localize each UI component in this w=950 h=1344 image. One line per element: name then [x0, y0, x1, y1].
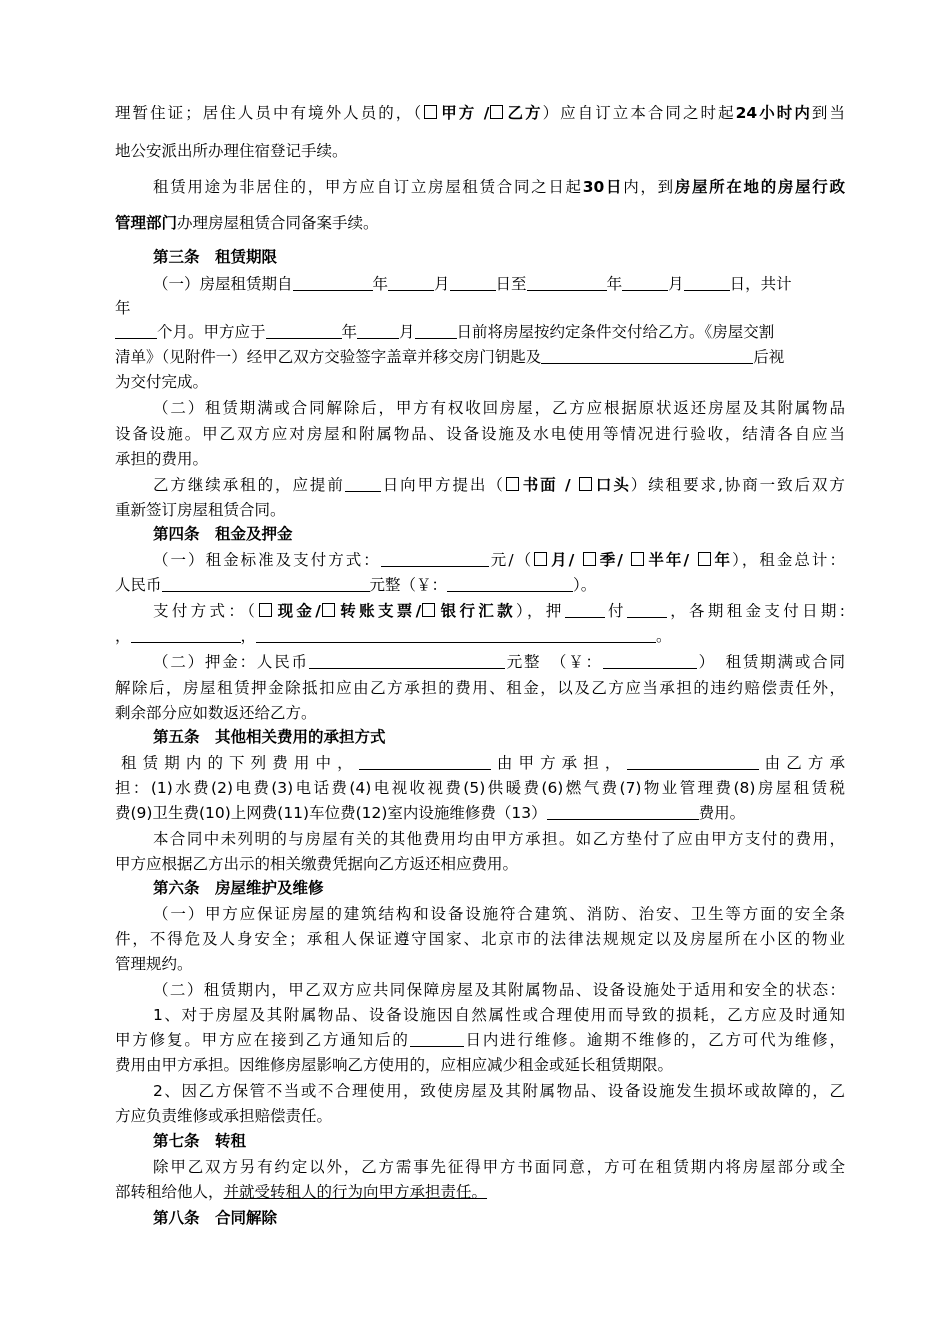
checkbox[interactable] — [506, 477, 519, 491]
art6-p4-line2 — [115, 1106, 845, 1126]
text: ， — [115, 627, 131, 645]
art6-p3-line1 — [153, 1005, 845, 1025]
art5-p2-line2 — [115, 854, 845, 874]
text: 年 — [341, 323, 358, 341]
text: 部转租给他人， — [115, 1183, 224, 1201]
text: 剩余部分应如数返还给乙方。 — [115, 704, 317, 722]
text: 1、对于房屋及其附属物品、设备设施因自然属性或合理使用而导致的损耗，乙方应及时通知 — [153, 1006, 845, 1024]
text: 承担的费用。 — [115, 450, 209, 468]
text: 年 — [606, 275, 623, 293]
text: 年 — [372, 275, 389, 293]
text: ），租金总计： — [732, 551, 845, 569]
blank-field[interactable] — [410, 1031, 464, 1047]
checkbox[interactable] — [424, 105, 437, 119]
blank-field[interactable] — [309, 653, 505, 669]
art3-p1-line5 — [115, 372, 845, 392]
text: 日向甲方提出（ — [380, 476, 505, 494]
art3-p1-line4 — [115, 347, 845, 367]
art5-p1-line1 — [121, 753, 845, 773]
blank-field[interactable] — [627, 754, 759, 770]
art3-p3-line2 — [115, 500, 845, 520]
text: 元/（ — [488, 551, 534, 569]
text: 日内进行维修。逾期不维修的，乙方可代为维修， — [463, 1031, 845, 1049]
art6-p4-line1 — [153, 1081, 845, 1101]
blank-field[interactable] — [627, 602, 667, 618]
text: 重新签订房屋租赁合同。 — [115, 501, 286, 519]
text: 个月。甲方应于 — [157, 323, 266, 341]
text: （二）租赁期满或合同解除后，甲方有权收回房屋，乙方应根据原状返还房屋及其附属物品 — [153, 399, 845, 417]
option-label: 年 — [712, 551, 733, 569]
art5-p1-line2 — [115, 778, 845, 798]
article-7-title: 第七条 转租 — [153, 1132, 247, 1150]
checkbox[interactable] — [698, 552, 711, 566]
checkbox[interactable] — [631, 552, 644, 566]
text: 日前将房屋按约定条件交付给乙方。《房屋交割 — [456, 323, 775, 341]
art3-p3-line1: 乙方继续承租的，应提前 日向甲方提出（ 书面 / 口头）续租要求,协商一致后双方 — [153, 476, 845, 494]
option-label: 口头 — [593, 476, 631, 494]
blank-field[interactable] — [622, 275, 668, 291]
text: ）。 — [573, 576, 597, 594]
text: 费用由甲方承担。因维修房屋影响乙方使用的，应相应减少租金或延长租赁期限。 — [115, 1056, 674, 1074]
text: ），押 — [515, 602, 565, 620]
option-label: 银行汇款 — [437, 602, 516, 620]
text: （二）押金：人民币 — [153, 653, 309, 671]
blank-field[interactable] — [388, 275, 434, 291]
art3-p1-line3 — [115, 322, 845, 342]
blank-field[interactable] — [162, 576, 370, 592]
text: 本合同中未列明的与房屋有关的其他费用均由甲方承担。如乙方垫付了应由甲方支付的费用， — [153, 830, 845, 848]
blank-field[interactable] — [527, 275, 607, 291]
text: 为交付完成。 — [115, 373, 209, 391]
text: ） 租赁期满或合同 — [696, 653, 845, 671]
separator: / — [483, 104, 490, 122]
text: 费用。 — [698, 804, 746, 822]
text: 理暂住证；居住人员中有境外人员的，（ — [115, 104, 424, 122]
art3-p2-line1 — [153, 398, 845, 418]
checkbox[interactable] — [322, 603, 335, 617]
blank-field[interactable] — [256, 627, 656, 643]
text: 方应负责维修或承担赔偿责任。 — [115, 1107, 333, 1125]
art6-p1-line1 — [153, 904, 845, 924]
text: 年 — [115, 299, 131, 317]
art3-p1-line1 — [153, 274, 845, 294]
article-5-title: 第五条 其他相关费用的承担方式 — [153, 728, 386, 746]
blank-field[interactable] — [447, 576, 573, 592]
text: 件，不得危及人身安全；承租人保证遵守国家、北京市的法律法规规定以及房屋所在小区的物业 — [115, 930, 845, 948]
art4-pay-line1 — [153, 601, 845, 621]
art3-p2-line3 — [115, 449, 845, 469]
blank-field[interactable] — [541, 348, 753, 364]
checkbox[interactable] — [259, 603, 272, 617]
art5-p2-line1 — [153, 829, 845, 849]
art5-p1-line3 — [115, 803, 845, 823]
text: 租赁用途为非居住的，甲方应自订立房屋租赁合同之日起 — [153, 178, 583, 196]
checkbox[interactable] — [422, 603, 435, 617]
text: 清单》（见附件一）经甲乙双方交验签字盖章并移交房门钥匙及 — [115, 348, 542, 366]
blank-field[interactable] — [266, 323, 342, 339]
text: 月 — [399, 323, 415, 341]
art6-p1-line3 — [115, 954, 845, 974]
option-label: 月/ — [549, 551, 575, 569]
blank-field[interactable] — [345, 476, 381, 492]
art3-p1-line2 — [115, 298, 845, 318]
option-label: 现金/ — [274, 602, 321, 620]
text: ）续租要求,协商一致后双方 — [630, 476, 845, 494]
text: 甲方应根据乙方出示的相关缴费凭据向乙方返还相应费用。 — [115, 855, 519, 873]
option-label: 季/ — [597, 551, 623, 569]
blank-field[interactable] — [381, 551, 489, 567]
art6-p1-line2 — [115, 929, 845, 949]
text: 。 — [656, 627, 672, 645]
blank-field[interactable] — [565, 602, 605, 618]
art4-p1-line1 — [153, 550, 845, 570]
article-6-title: 第六条 房屋维护及维修 — [153, 879, 324, 897]
underlined-text: 并就受转租人的行为向甲方承担责任。 — [223, 1183, 488, 1201]
text: ， — [240, 627, 257, 645]
intro-line-3 — [153, 177, 845, 197]
blank-field[interactable] — [684, 275, 730, 291]
blank-field[interactable] — [357, 323, 399, 339]
blank-field[interactable] — [359, 754, 491, 770]
text: （二）租赁期内，甲乙双方应共同保障房屋及其附属物品、设备设施处于适用和安全的状态： — [153, 981, 845, 999]
intro-line-4 — [115, 213, 845, 233]
text: ，各期租金支付日期: — [666, 602, 845, 620]
emphasis: 24小时内 — [735, 104, 812, 122]
text: 元整（￥： — [369, 576, 448, 594]
text: 甲方修复。甲方应在接到乙方通知后的 — [115, 1031, 410, 1049]
intro-line-2 — [115, 141, 845, 161]
intro-line-1 — [115, 103, 845, 123]
text: 管理规约。 — [115, 955, 193, 973]
text: 付 — [604, 602, 627, 620]
text: 月 — [668, 275, 684, 293]
art7-p1-line1 — [153, 1157, 845, 1177]
art6-p3-line3 — [115, 1055, 845, 1075]
text: （一）租金标准及支付方式： — [153, 551, 381, 569]
art6-p3-line2 — [115, 1030, 845, 1050]
blank-field[interactable] — [547, 804, 699, 820]
blank-field[interactable] — [293, 275, 373, 291]
text: 地公安派出所办理住宿登记手续。 — [115, 142, 348, 160]
option-label: 半年/ — [646, 551, 690, 569]
emphasis: 30日 — [582, 178, 624, 196]
text: 月 — [434, 275, 450, 293]
text: 租赁期内的下列费用中， — [121, 754, 359, 772]
article-3-title: 第三条 租赁期限 — [153, 248, 278, 266]
text: 除甲乙双方另有约定以外，乙方需事先征得甲方书面同意，方可在租赁期内将房屋部分或全 — [153, 1158, 845, 1176]
text: （一）甲方应保证房屋的建筑结构和设备设施符合建筑、消防、治安、卫生等方面的安全条 — [153, 905, 845, 923]
checkbox[interactable] — [534, 552, 547, 566]
art4-p2-line1 — [153, 652, 845, 672]
checkbox[interactable] — [583, 552, 596, 566]
text: 人民币 — [115, 576, 162, 594]
option-label: 书面 — [520, 476, 558, 494]
text: 费(9)卫生费(10)上网费(11)车位费(12)室内设施维修费（13） — [115, 804, 547, 822]
art4-pay-line2 — [115, 626, 845, 646]
emphasis: 房屋所在地的房屋行政 — [674, 178, 845, 196]
checkbox[interactable] — [490, 105, 503, 119]
text: 办理房屋租赁合同备案手续。 — [177, 214, 379, 232]
blank-field[interactable] — [603, 653, 697, 669]
art7-p1-line2 — [115, 1182, 845, 1202]
text: 后视 — [753, 348, 785, 366]
checkbox[interactable] — [579, 477, 592, 491]
text: 元整 （￥： — [504, 653, 603, 671]
option-label: 乙方 — [505, 104, 543, 122]
blank-field[interactable] — [131, 627, 241, 643]
text: 日，共计 — [729, 275, 792, 293]
emphasis: 管理部门 — [115, 214, 178, 232]
text: 日至 — [495, 275, 527, 293]
art3-p2-line2 — [115, 424, 845, 444]
text: 解除后，房屋租赁押金除抵扣应由乙方承担的费用、租金，以及乙方应当承担的违约赔偿责任外， — [115, 679, 845, 697]
text: 由乙方承 — [758, 754, 845, 772]
article-4-title: 第四条 租金及押金 — [153, 525, 293, 543]
art6-p2-line1 — [153, 980, 845, 1000]
text: 支付方式：（ — [153, 602, 259, 620]
text: 到当 — [811, 104, 845, 122]
text: 担：(1)水费(2)电费(3)电话费(4)电视收视费(5)供暖费(6)燃气费(7)物业管理费(8)房屋租赁税 — [115, 779, 845, 797]
art4-p2-line3 — [115, 703, 845, 723]
blank-field[interactable] — [415, 323, 457, 339]
text: 2、因乙方保管不当或不合理使用，致使房屋及其附属物品、设备设施发生损坏或故障的，乙 — [153, 1082, 845, 1100]
blank-field[interactable] — [115, 323, 157, 339]
option-label: 转账支票/ — [336, 602, 422, 620]
text: 乙方继续承租的，应提前 — [153, 476, 345, 494]
text: （一）房屋租赁期自 — [153, 275, 293, 293]
article-8-title: 第八条 合同解除 — [153, 1209, 278, 1227]
text: 由甲方承担， — [490, 754, 627, 772]
blank-field[interactable] — [450, 275, 496, 291]
art4-p2-line2 — [115, 678, 845, 698]
text: 设备设施。甲乙双方应对房屋和附属物品、设备设施及水电使用等情况进行验收，结清各自应当 — [115, 425, 845, 443]
text: ）应自订立本合同之时起 — [542, 104, 736, 122]
option-label: 甲方 — [439, 104, 477, 122]
art4-p1-line2 — [115, 575, 845, 595]
text: 内，到 — [623, 178, 675, 196]
